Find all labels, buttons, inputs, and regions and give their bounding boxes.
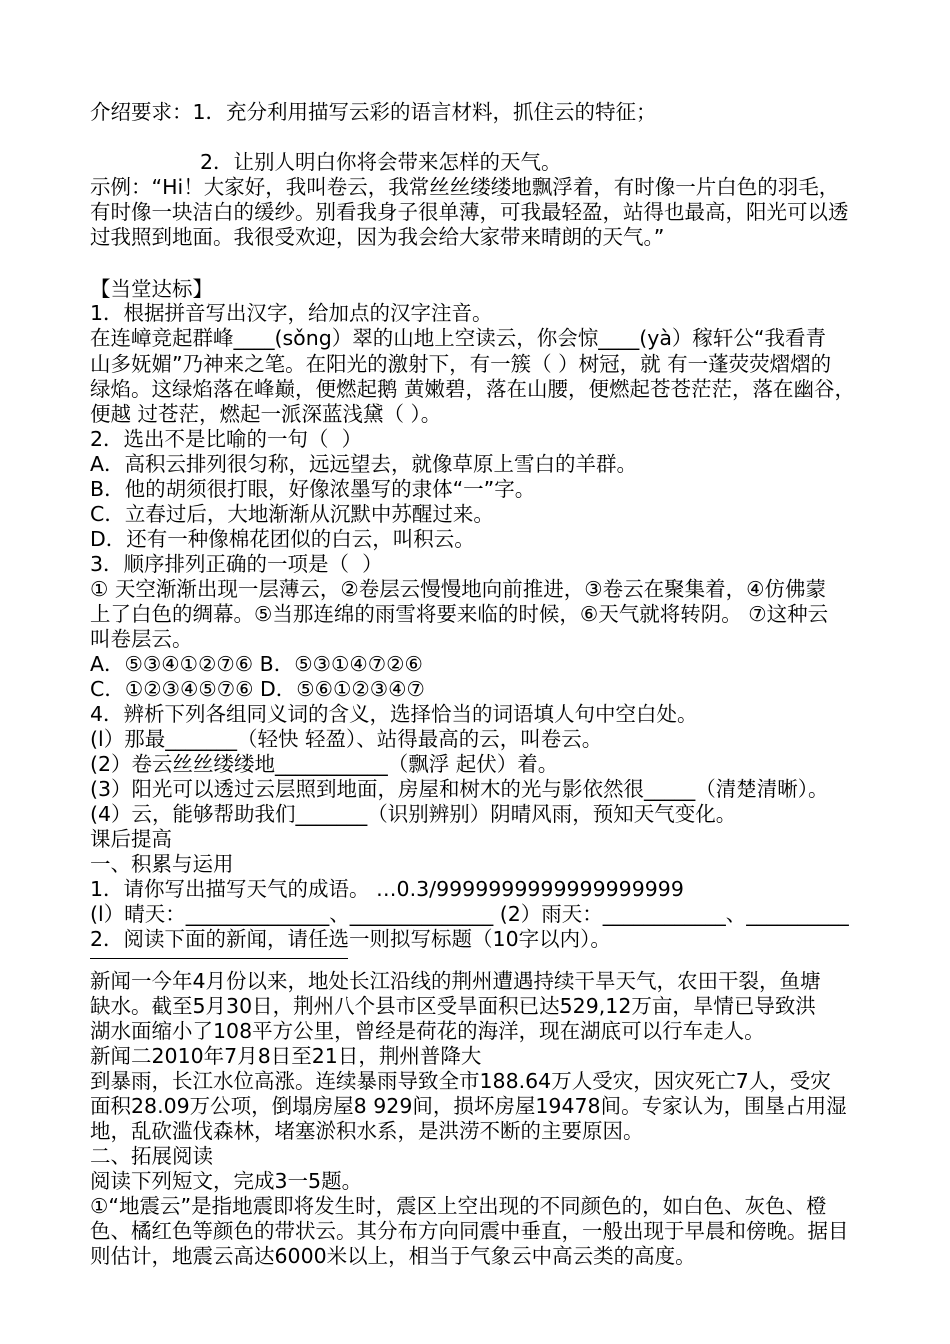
accumulation-answer-blanks: (l）晴天：______________、______________ (2）雨天：____________、__________ [90,902,849,926]
news-2-line-3: 面积28.09万公项，倒塌房屋8 929间，损坏房屋19478间。专家认为，围垦占用湿 [90,1094,847,1118]
news-2-line-2: 到暴雨，长江水位高涨。连续暴雨导致全市188.64万人受灾，因灾死亡7人，受灾 [90,1069,831,1093]
question-3: 3．顺序排列正确的一项是（ ） [90,552,383,576]
q4-item-4: (4）云，能够帮助我们_______（识别辨别）阴晴风雨，预知天气变化。 [90,802,737,826]
q3-text-line-1: ① 天空渐渐出现一层薄云，②卷层云慢慢地向前推进，③卷云在聚集着，④仿佛蒙 [90,577,827,601]
example-line-1: 示例：“Hi！大家好，我叫卷云，我常丝丝缕缕地飘浮着，有时像一片白色的羽毛， [90,175,840,199]
section-heading-classroom: 【当堂达标】 [90,277,213,301]
reading-passage-line-3: 则估计，地震云高达6000米以上，相当于气象云中高云类的高度。 [90,1244,696,1268]
news-1-line-2: 缺水。截至5月30日，荆州八个县市区受旱面积已达529,12万亩，旱情已导致洪 [90,994,816,1018]
q3-options-ab: A．⑤③④①②⑦⑥ B．⑤③①④⑦②⑥ [90,652,423,676]
q2-option-d: D．还有一种像棉花团似的白云，叫积云。 [90,527,475,551]
intro-requirement-1: 介绍要求：1．充分利用描写云彩的语言材料，抓住云的特征； [90,100,657,124]
q4-item-2: (2）卷云丝丝缕缕地___________（飘浮 起伏）着。 [90,752,559,776]
news-1-line-1: 新闻一今年4月份以来，地处长江沿线的荆州遭遇持续干旱天气，农田干裂，鱼塘 [90,969,821,993]
intro-requirement-2: 2．让别人明白你将会带来怎样的天气。 [200,150,562,174]
q2-option-b: B．他的胡须很打眼，好像浓墨写的隶体“一”字。 [90,477,536,501]
q1-text-line-2: 山多妩媚”乃神来之笔。在阳光的激射下，有一簇（ ）树冠，就 有一蓬荧荧熠熠的 [90,352,832,376]
q4-item-1: (l）那最_______（轻快 轻盈）、站得最高的云，叫卷云。 [90,727,603,751]
q2-option-c: C．立春过后，大地渐渐从沉默中苏醒过来。 [90,502,494,526]
question-1: 1．根据拼音写出汉字，给加点的汉字注音。 [90,301,493,325]
q3-text-line-3: 叫卷层云。 [90,627,193,651]
question-4: 4．辨析下列各组同义词的含义，选择恰当的词语填人句中空白处。 [90,702,698,726]
example-line-2: 有时像一块洁白的缓纱。别看我身子很单薄，可我最轻盈，站得也最高，阳光可以透 [90,200,849,224]
title-answer-line [90,958,348,959]
news-2-line-1: 新闻二2010年7月8日至21日，荆州普降大 [90,1044,482,1068]
q1-text-line-4: 便越 过苍茫，燃起一派深蓝浅黛（ ）。 [90,402,442,426]
reading-passage-line-2: 色、橘红色等颜色的带状云。其分布方向同震中垂直，一般出现于早晨和傍晚。据目 [90,1219,849,1243]
subsection-heading-accumulation: 一、积累与运用 [90,852,234,876]
news-2-line-4: 地，乱砍滥伐森林，堵塞淤积水系，是洪涝不断的主要原因。 [90,1119,644,1143]
section-heading-after-class: 课后提高 [90,827,172,851]
reading-passage-line-1: ①“地震云”是指地震即将发生时，震区上空出现的不同颜色的，如白色、灰色、橙 [90,1194,827,1218]
example-line-3: 过我照到地面。我很受欢迎，因为我会给大家带来晴朗的天气。” [90,225,665,249]
accumulation-question-1: 1．请你写出描写天气的成语。 …0.3/9999999999999999999 [90,877,684,901]
subsection-heading-extended-reading: 二、拓展阅读 [90,1144,213,1168]
accumulation-question-2: 2．阅读下面的新闻，请任选一则拟写标题（10字以内）。 [90,927,611,951]
q3-options-cd: C．①②③④⑤⑦⑥ D．⑤⑥①②③④⑦ [90,677,425,701]
question-2: 2．选出不是比喻的一句（ ） [90,427,363,451]
reading-instruction: 阅读下列短文，完成3一5题。 [90,1169,363,1193]
q1-text-line-3: 绿焰。这绿焰落在峰巅，便燃起鹅 黄嫩碧，落在山腰，便燃起苍苍茫茫，落在幽谷， [90,377,856,401]
q1-text-line-1: 在连嶂竞起群峰____(sǒng）翠的山地上空读云，你会惊____(yà）稼轩公“我看青 [90,326,827,350]
news-1-line-3: 湖水面缩小了108平方公里，曾经是荷花的海洋，现在湖底可以行车走人。 [90,1019,765,1043]
q3-text-line-2: 上了白色的绸幕。⑤当那连绵的雨雪将要来临的时候，⑥天气就将转阴。 ⑦这种云 [90,602,829,626]
q4-item-3: (3）阳光可以透过云层照到地面，房屋和树木的光与影依然很_____（清楚清晰）。 [90,777,829,801]
q2-option-a: A．高积云排列很匀称，远远望去，就像草原上雪白的羊群。 [90,452,638,476]
